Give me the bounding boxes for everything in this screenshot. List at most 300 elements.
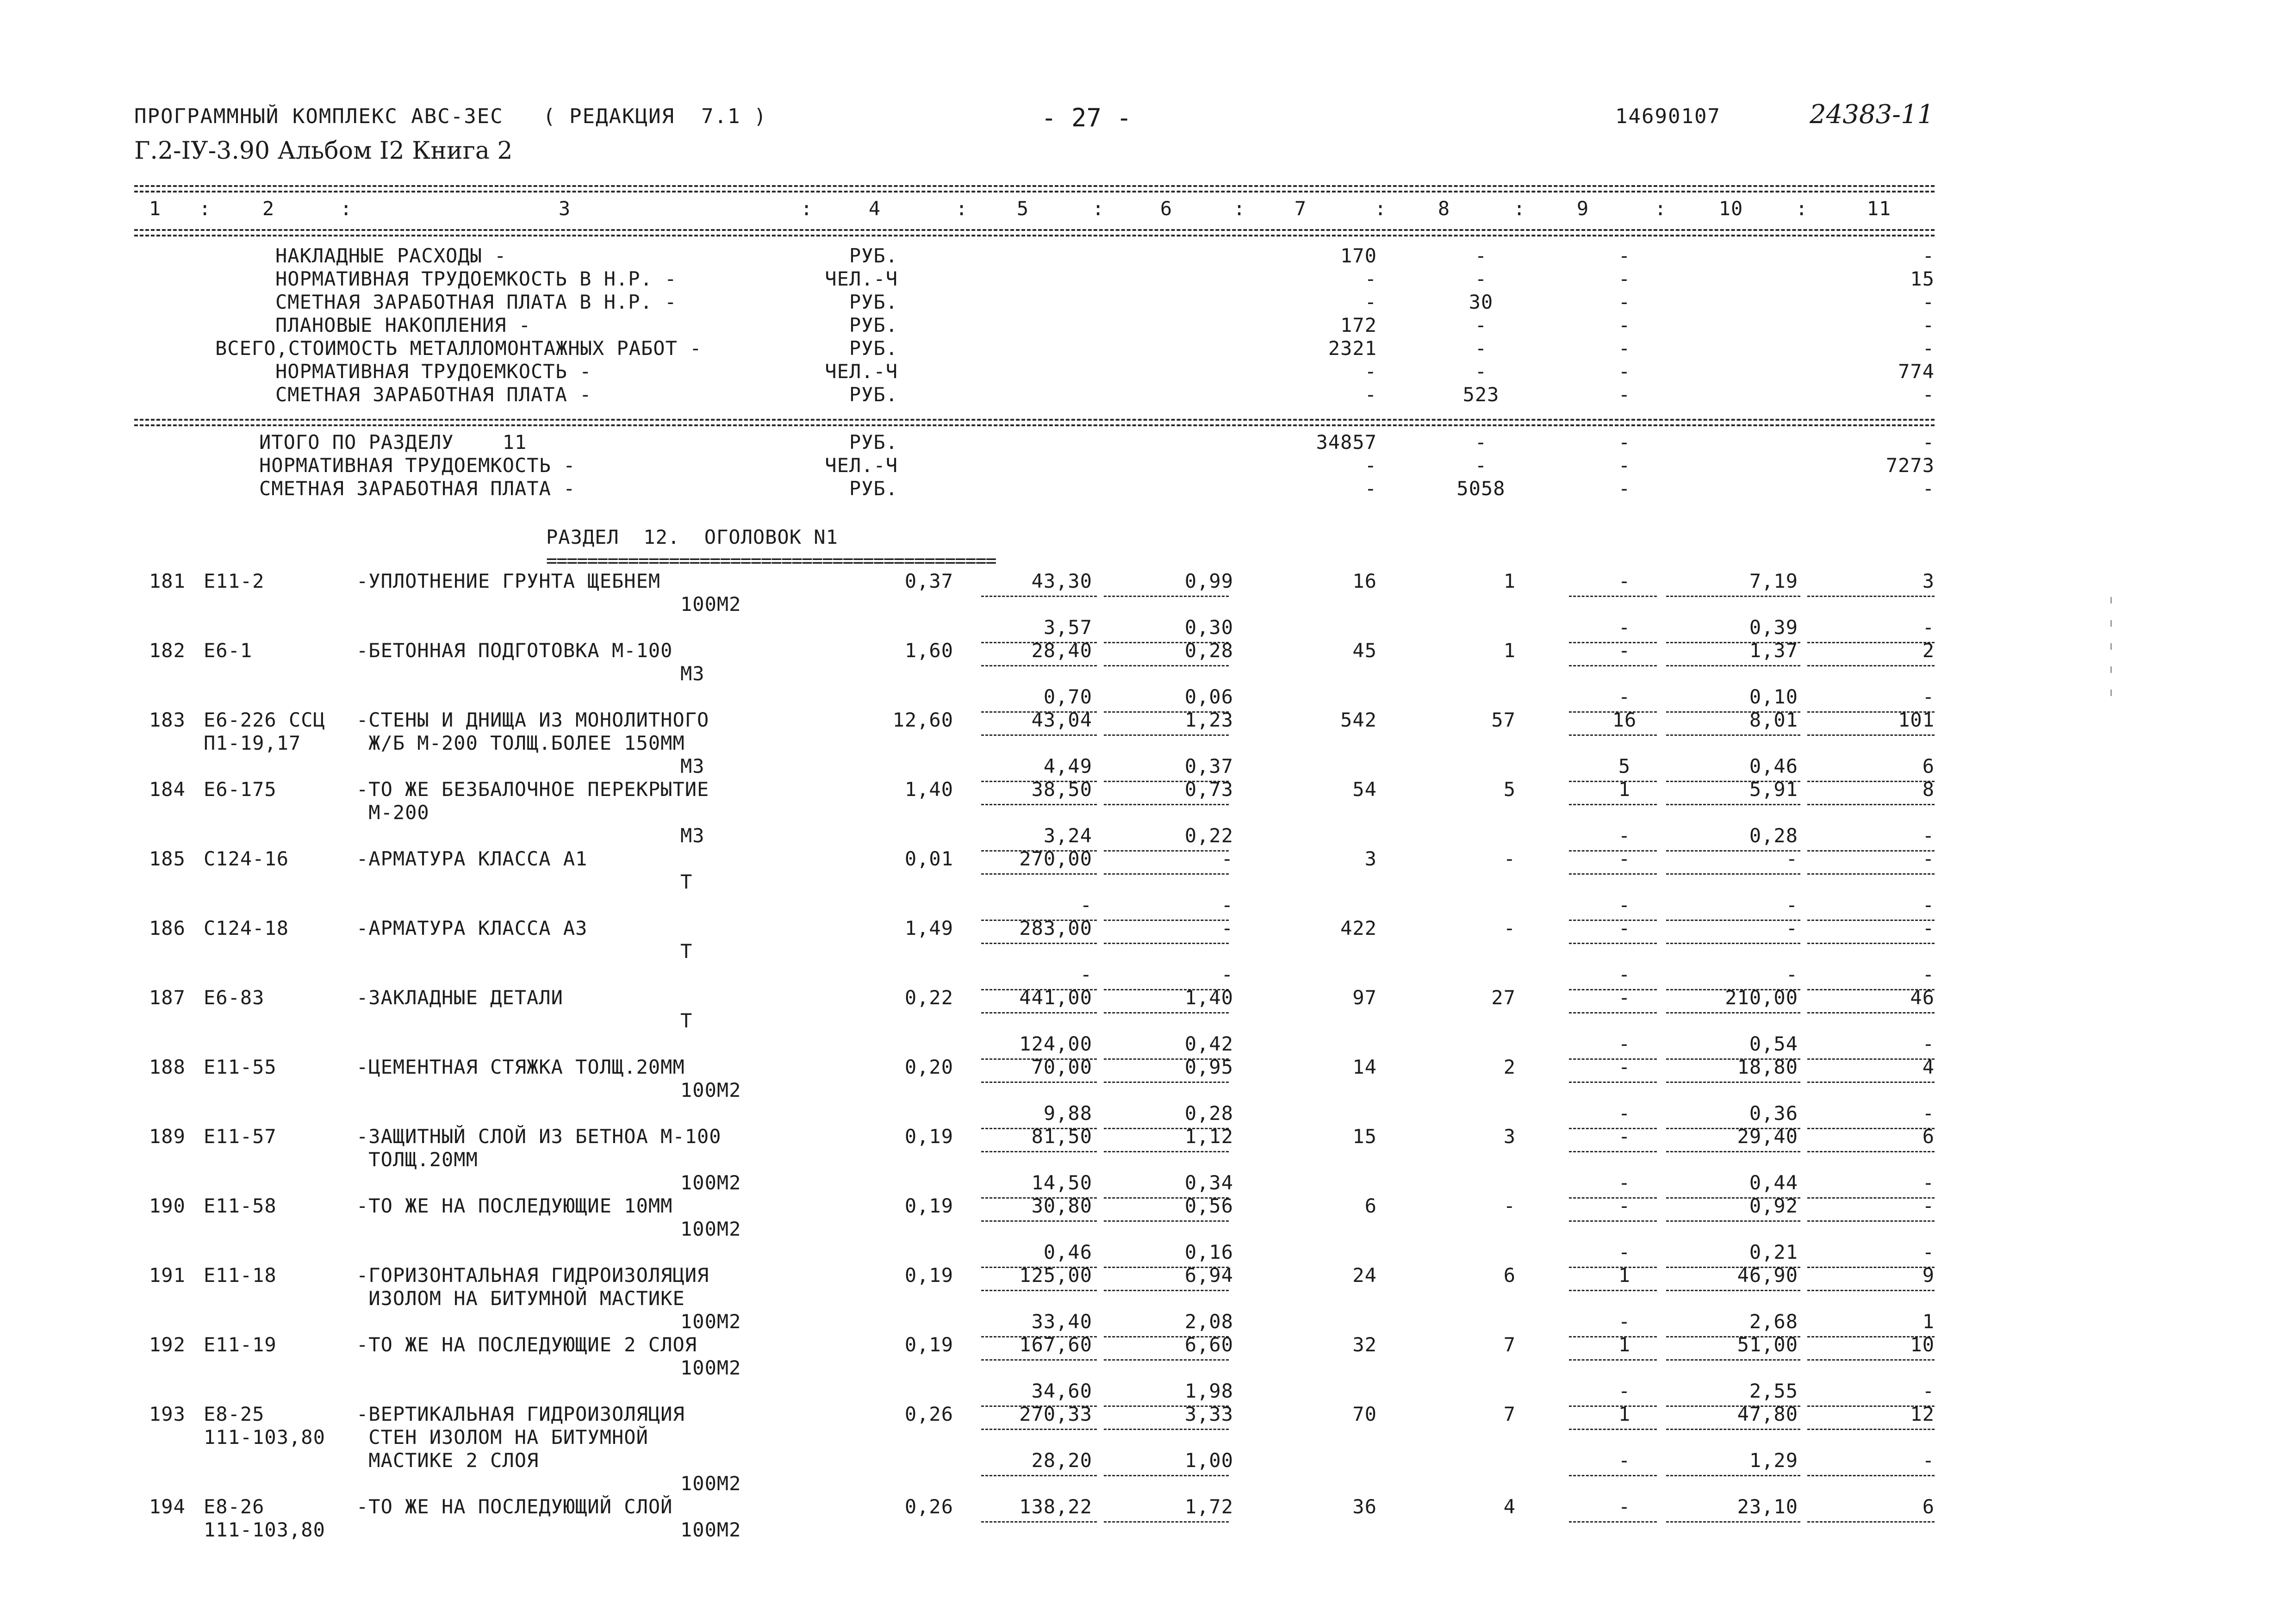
item-col6: 1,23 [1184, 709, 1233, 731]
item-col9: - [1618, 1495, 1631, 1518]
item-description: ИЗОЛОМ НА БИТУМНОЙ МАСТИКЕ [356, 1287, 685, 1310]
item-col10-secondary: 1,29 [1749, 1449, 1798, 1472]
summary-unit: РУБ. [849, 314, 898, 336]
item-quantity: 0,19 [904, 1125, 953, 1148]
item-col10-secondary: 0,39 [1749, 616, 1798, 639]
item-col6-secondary: 0,37 [1184, 755, 1233, 777]
page-number: - 27 - [1041, 103, 1132, 132]
item-col5-secondary: 3,24 [1043, 824, 1092, 847]
item-col6-secondary: 0,28 [1184, 1102, 1233, 1125]
item-col5: 125,00 [1019, 1264, 1092, 1287]
item-quantity: 0,19 [904, 1333, 953, 1356]
item-col10: 18,80 [1737, 1056, 1798, 1078]
item-rule-col11 [1807, 804, 1935, 805]
item-rule-col11 [1807, 943, 1935, 944]
item-col9: - [1618, 1056, 1631, 1078]
item-col5: 38,50 [1031, 778, 1092, 801]
summary-col7: - [1364, 454, 1377, 477]
item-col6-secondary: 0,34 [1184, 1171, 1233, 1194]
summary-col7: - [1364, 383, 1377, 406]
item-rule-col9 [1569, 665, 1657, 666]
item-col9: 1 [1618, 778, 1631, 801]
item-col11-secondary: 6 [1922, 755, 1935, 777]
item-col9: - [1618, 1194, 1631, 1217]
item-col11: - [1922, 1194, 1935, 1217]
item-col8: 57 [1491, 709, 1516, 731]
item-rule-col5 [981, 1521, 1097, 1523]
item-col6-secondary: 0,16 [1184, 1241, 1233, 1263]
item-unit: 100М2 [680, 1356, 741, 1379]
item-rule-col9 [1569, 1151, 1657, 1152]
item-rule-col10 [1666, 804, 1800, 805]
column-separator: : [1796, 197, 1808, 220]
item-code: Е11-18 [204, 1264, 277, 1287]
column-separator: : [801, 197, 813, 220]
item-col6: 0,28 [1184, 639, 1233, 662]
margin-mark [2110, 597, 2112, 603]
item-col10: 0,92 [1749, 1194, 1798, 1217]
item-col7: 24 [1352, 1264, 1377, 1287]
item-col10: 46,90 [1737, 1264, 1798, 1287]
item-col10-secondary: 0,36 [1749, 1102, 1798, 1125]
item-col6: 3,33 [1184, 1403, 1233, 1425]
item-col10-secondary: 2,68 [1749, 1310, 1798, 1333]
item-col5: 270,00 [1019, 847, 1092, 870]
item-col9: - [1618, 1125, 1631, 1148]
column-header-6: 6 [1160, 197, 1173, 220]
item-col10-secondary: 0,21 [1749, 1241, 1798, 1263]
column-header-2: 2 [262, 197, 275, 220]
item-number: 190 [149, 1194, 186, 1217]
summary-col7: - [1364, 477, 1377, 500]
summary-col8: 5058 [1456, 477, 1506, 500]
item-quantity: 0,26 [904, 1403, 953, 1425]
item-rule-col6 [1104, 804, 1229, 805]
item-col11-secondary: - [1922, 1380, 1935, 1402]
item-col6: - [1221, 917, 1233, 939]
item-col8: 2 [1503, 1056, 1516, 1078]
summary-unit: РУБ. [849, 244, 898, 267]
item-col5: 167,60 [1019, 1333, 1092, 1356]
item-number: 189 [149, 1125, 186, 1148]
item-col6: 1,72 [1184, 1495, 1233, 1518]
column-header-4: 4 [868, 197, 881, 220]
item-description: МАСТИКЕ 2 СЛОЯ [356, 1449, 539, 1472]
item-rule-col11 [1807, 1359, 1935, 1361]
column-header-8: 8 [1437, 197, 1450, 220]
item-col9: 1 [1618, 1403, 1631, 1425]
item-col8: - [1503, 1194, 1516, 1217]
column-separator: : [1513, 197, 1526, 220]
summary-col11: - [1922, 337, 1935, 360]
item-col6: 1,40 [1184, 986, 1233, 1009]
column-separator: : [199, 197, 212, 220]
item-description: -ЗАКЛАДНЫЕ ДЕТАЛИ [356, 986, 563, 1009]
item-description: -ГОРИЗОНТАЛЬНАЯ ГИДРОИЗОЛЯЦИЯ [356, 1264, 709, 1287]
item-col10: 5,91 [1749, 778, 1798, 801]
item-rule-col10 [1666, 1082, 1800, 1083]
item-rule-col10 [1666, 734, 1800, 736]
summary-col7: 170 [1340, 244, 1377, 267]
item-col11-secondary: - [1922, 616, 1935, 639]
summary-col7: - [1364, 267, 1377, 290]
item-code: Е6-1 [204, 639, 253, 662]
item-quantity: 0,37 [904, 570, 953, 592]
item-rule-col9 [1569, 1082, 1657, 1083]
summary-col9: - [1618, 267, 1631, 290]
item-col10-secondary: 0,54 [1749, 1032, 1798, 1055]
summary-separator-rule-2 [134, 424, 1935, 426]
summary-label: ВСЕГО,СТОИМОСТЬ МЕТАЛЛОМОНТАЖНЫХ РАБОТ - [215, 337, 702, 360]
item-col6-secondary: 1,98 [1184, 1380, 1233, 1402]
item-col11-secondary: - [1922, 1241, 1935, 1263]
item-col11: - [1922, 917, 1935, 939]
item-col6-secondary: 1,00 [1184, 1449, 1233, 1472]
item-col9-secondary: - [1618, 1310, 1631, 1333]
item-col11: 10 [1910, 1333, 1935, 1356]
summary-col8: - [1475, 267, 1487, 290]
item-rule-col10 [1666, 1012, 1800, 1014]
item-col5-secondary: 34,60 [1031, 1380, 1092, 1402]
item-rule-col6 [1104, 734, 1229, 736]
summary-unit: РУБ. [849, 431, 898, 454]
item-col5: 28,40 [1031, 639, 1092, 662]
item-code: Е8-25 [204, 1403, 265, 1425]
item-rule-col10 [1666, 1359, 1800, 1361]
summary-col7: 172 [1340, 314, 1377, 336]
item-col9: - [1618, 570, 1631, 592]
item-number: 187 [149, 986, 186, 1009]
item-unit: Т [680, 940, 693, 963]
item-col10: 23,10 [1737, 1495, 1798, 1518]
column-separator: : [1092, 197, 1105, 220]
item-col10: - [1786, 847, 1798, 870]
item-col5-secondary: 9,88 [1043, 1102, 1092, 1125]
item-code: С124-18 [204, 917, 289, 939]
item-quantity: 12,60 [892, 709, 953, 731]
item-col7: 32 [1352, 1333, 1377, 1356]
item-col5-secondary: - [1080, 963, 1092, 986]
item-rule-col9-secondary [1569, 1475, 1657, 1476]
item-number: 193 [149, 1403, 186, 1425]
item-col8: 7 [1503, 1333, 1516, 1356]
summary-unit: РУБ. [849, 291, 898, 313]
item-col11: 12 [1910, 1403, 1935, 1425]
summary-col8: - [1475, 360, 1487, 383]
column-header-11: 11 [1867, 197, 1892, 220]
header-bottom-rule [134, 229, 1935, 231]
item-description: -ТО ЖЕ БЕЗБАЛОЧНОЕ ПЕРЕКРЫТИЕ [356, 778, 709, 801]
item-rule-col11 [1807, 734, 1935, 736]
item-rule-col6 [1104, 943, 1229, 944]
summary-label: СМЕТНАЯ ЗАРАБОТНАЯ ПЛАТА - [275, 383, 592, 406]
item-col5-secondary: - [1080, 894, 1092, 916]
item-rule-col5 [981, 1082, 1097, 1083]
item-rule-col9 [1569, 943, 1657, 944]
item-rule-col5 [981, 734, 1097, 736]
summary-col11: - [1922, 314, 1935, 336]
item-col10-secondary: 0,10 [1749, 685, 1798, 708]
item-col10-secondary: - [1786, 963, 1798, 986]
margin-mark [2110, 620, 2112, 627]
column-separator: : [956, 197, 968, 220]
item-col8: 5 [1503, 778, 1516, 801]
item-code: 111-103,80 [204, 1426, 325, 1449]
item-col8: 1 [1503, 639, 1516, 662]
item-col8: 1 [1503, 570, 1516, 592]
item-quantity: 1,60 [904, 639, 953, 662]
column-header-10: 10 [1718, 197, 1743, 220]
item-col5: 441,00 [1019, 986, 1092, 1009]
item-quantity: 1,49 [904, 917, 953, 939]
summary-col11: - [1922, 383, 1935, 406]
summary-unit: РУБ. [849, 383, 898, 406]
item-number: 188 [149, 1056, 186, 1078]
item-rule-col9 [1569, 1290, 1657, 1291]
item-col11-secondary: - [1922, 1449, 1935, 1472]
item-unit: Т [680, 871, 693, 893]
item-col10: 210,00 [1725, 986, 1798, 1009]
item-number: 191 [149, 1264, 186, 1287]
item-rule-col9 [1569, 1359, 1657, 1361]
item-rule-col11 [1807, 1082, 1935, 1083]
item-unit: 100М2 [680, 593, 741, 616]
item-col9-secondary: - [1618, 685, 1631, 708]
item-rule-col5 [981, 665, 1097, 666]
item-col9: 16 [1612, 709, 1637, 731]
item-col10: 51,00 [1737, 1333, 1798, 1356]
item-col11-secondary: 1 [1922, 1310, 1935, 1333]
item-col9: - [1618, 917, 1631, 939]
item-col5: 43,04 [1031, 709, 1092, 731]
summary-col7: 34857 [1316, 431, 1377, 454]
section-title: РАЗДЕЛ 12. ОГОЛОВОК N1 [546, 526, 838, 548]
item-col5-secondary: 4,49 [1043, 755, 1092, 777]
document-subtitle: Г.2-IУ-3.90 Альбом I2 Книга 2 [134, 137, 513, 165]
item-col5: 70,00 [1031, 1056, 1092, 1078]
summary-col11: - [1922, 477, 1935, 500]
item-col9-secondary: - [1618, 1449, 1631, 1472]
item-rule-col5 [981, 804, 1097, 805]
handwritten-number: 24383-11 [1810, 99, 1934, 130]
summary-col7: - [1364, 360, 1377, 383]
item-quantity: 1,40 [904, 778, 953, 801]
item-col11-secondary: - [1922, 685, 1935, 708]
item-rule-col5 [981, 1290, 1097, 1291]
item-col5-secondary: 14,50 [1031, 1171, 1092, 1194]
summary-label: НАКЛАДНЫЕ РАСХОДЫ - [275, 244, 507, 267]
item-quantity: 0,22 [904, 986, 953, 1009]
item-rule-col6 [1104, 1220, 1229, 1222]
item-rule-col11 [1807, 665, 1935, 666]
item-description: -ТО ЖЕ НА ПОСЛЕДУЮЩИЙ СЛОЙ [356, 1495, 673, 1518]
item-unit: 100М2 [680, 1472, 741, 1495]
item-rule-col10 [1666, 1220, 1800, 1222]
item-rule-col10 [1666, 1521, 1800, 1523]
item-col9: 1 [1618, 1264, 1631, 1287]
item-code: Е6-226 ССЦ [204, 709, 325, 731]
item-col10-secondary: 0,46 [1749, 755, 1798, 777]
item-rule-col5 [981, 1012, 1097, 1014]
item-rule-col10 [1666, 943, 1800, 944]
item-rule-col9 [1569, 734, 1657, 736]
summary-col9: - [1618, 383, 1631, 406]
item-description: М-200 [356, 801, 429, 824]
item-col8: 7 [1503, 1403, 1516, 1425]
summary-unit: ЧЕЛ.-Ч [825, 454, 898, 477]
item-col5: 270,33 [1019, 1403, 1092, 1425]
summary-col9: - [1618, 360, 1631, 383]
item-rule-col11-secondary [1807, 1475, 1935, 1476]
top-rule-2 [134, 191, 1935, 193]
item-rule-col11 [1807, 1220, 1935, 1222]
summary-col9: - [1618, 244, 1631, 267]
item-quantity: 0,01 [904, 847, 953, 870]
summary-label: ИТОГО ПО РАЗДЕЛУ 11 [259, 431, 527, 454]
item-rule-col5 [981, 873, 1097, 875]
item-col5: 43,30 [1031, 570, 1092, 592]
item-unit: М3 [680, 824, 705, 847]
item-col8: 4 [1503, 1495, 1516, 1518]
item-col7: 15 [1352, 1125, 1377, 1148]
summary-col8: - [1475, 244, 1487, 267]
item-col6-secondary: 0,30 [1184, 616, 1233, 639]
summary-label: ПЛАНОВЫЕ НАКОПЛЕНИЯ - [275, 314, 531, 336]
item-quantity: 0,19 [904, 1264, 953, 1287]
item-unit: 100М2 [680, 1218, 741, 1240]
column-separator: : [340, 197, 353, 220]
summary-col7: 2321 [1328, 337, 1377, 360]
item-col9: - [1618, 639, 1631, 662]
item-rule-col6 [1104, 1012, 1229, 1014]
item-rule-col9 [1569, 1521, 1657, 1523]
item-number: 186 [149, 917, 186, 939]
item-description: -УПЛОТНЕНИЕ ГРУНТА ЩЕБНЕМ [356, 570, 661, 592]
item-number: 181 [149, 570, 186, 592]
item-col9-secondary: - [1618, 824, 1631, 847]
item-code: Е11-57 [204, 1125, 277, 1148]
item-col8: - [1503, 847, 1516, 870]
item-col11: 8 [1922, 778, 1935, 801]
item-unit: 100М2 [680, 1518, 741, 1541]
summary-col7: - [1364, 291, 1377, 313]
item-col9: 1 [1618, 1333, 1631, 1356]
item-rule-col6-secondary [1104, 1475, 1229, 1476]
item-rule-col6 [1104, 1429, 1229, 1430]
item-rule-col11 [1807, 1429, 1935, 1430]
item-unit: М3 [680, 755, 705, 777]
column-separator: : [1655, 197, 1667, 220]
item-description: -ВЕРТИКАЛЬНАЯ ГИДРОИЗОЛЯЦИЯ [356, 1403, 685, 1425]
summary-col8: - [1475, 314, 1487, 336]
item-code: 111-103,80 [204, 1518, 325, 1541]
summary-col8: 30 [1468, 291, 1493, 313]
item-col5: 81,50 [1031, 1125, 1092, 1148]
item-col11: 101 [1898, 709, 1935, 731]
item-col7: 14 [1352, 1056, 1377, 1078]
item-col7: 542 [1340, 709, 1377, 731]
item-col6: 0,73 [1184, 778, 1233, 801]
item-col6: 0,95 [1184, 1056, 1233, 1078]
item-rule-col5 [981, 1429, 1097, 1430]
item-col6: 0,56 [1184, 1194, 1233, 1217]
item-col5-secondary: 124,00 [1019, 1032, 1092, 1055]
column-header-5: 5 [1016, 197, 1029, 220]
item-col5-secondary: 33,40 [1031, 1310, 1092, 1333]
item-rule-col5 [981, 1359, 1097, 1361]
item-col11-secondary: - [1922, 963, 1935, 986]
item-col10: 29,40 [1737, 1125, 1798, 1148]
item-description: -ЦЕМЕНТНАЯ СТЯЖКА ТОЛЩ.20ММ [356, 1056, 685, 1078]
item-col11: 4 [1922, 1056, 1935, 1078]
item-col8: 3 [1503, 1125, 1516, 1148]
item-col10: 1,37 [1749, 639, 1798, 662]
summary-col9: - [1618, 477, 1631, 500]
item-col6-secondary: 0,22 [1184, 824, 1233, 847]
item-col9-secondary: - [1618, 1380, 1631, 1402]
item-col11: 46 [1910, 986, 1935, 1009]
item-col6: 0,99 [1184, 570, 1233, 592]
item-col11-secondary: - [1922, 894, 1935, 916]
item-col10-secondary: 0,28 [1749, 824, 1798, 847]
item-col6-secondary: - [1221, 894, 1233, 916]
item-code: Е11-2 [204, 570, 265, 592]
item-col5-secondary: 0,46 [1043, 1241, 1092, 1263]
document-code: 14690107 [1615, 105, 1721, 128]
summary-col9: - [1618, 291, 1631, 313]
item-rule-col11 [1807, 1521, 1935, 1523]
item-col6: 6,94 [1184, 1264, 1233, 1287]
item-col7: 45 [1352, 639, 1377, 662]
item-col11: 6 [1922, 1125, 1935, 1148]
item-col6: 6,60 [1184, 1333, 1233, 1356]
item-description: -ТО ЖЕ НА ПОСЛЕДУЮЩИЕ 10ММ [356, 1194, 673, 1217]
item-description: -АРМАТУРА КЛАССА А1 [356, 847, 588, 870]
summary-col9: - [1618, 314, 1631, 336]
item-rule-col5 [981, 1151, 1097, 1152]
item-col10: 7,19 [1749, 570, 1798, 592]
item-col5: 283,00 [1019, 917, 1092, 939]
item-col9-secondary: - [1618, 1032, 1631, 1055]
item-rule-col10-secondary [1666, 1475, 1800, 1476]
item-col7: 97 [1352, 986, 1377, 1009]
item-col6: 1,12 [1184, 1125, 1233, 1148]
item-col11: 9 [1922, 1264, 1935, 1287]
item-col5-secondary: 28,20 [1031, 1449, 1092, 1472]
item-col7: 70 [1352, 1403, 1377, 1425]
column-header-7: 7 [1294, 197, 1307, 220]
item-col8: 27 [1491, 986, 1516, 1009]
summary-label: НОРМАТИВНАЯ ТРУДОЕМКОСТЬ В Н.Р. - [275, 267, 677, 290]
item-description: Ж/Б М-200 ТОЛЩ.БОЛЕЕ 150ММ [356, 732, 685, 754]
item-rule-col9 [1569, 1220, 1657, 1222]
item-col6-secondary: 2,08 [1184, 1310, 1233, 1333]
item-rule-col6 [1104, 1290, 1229, 1291]
margin-mark [2110, 666, 2112, 673]
summary-col8: - [1475, 337, 1487, 360]
item-rule-col9 [1569, 596, 1657, 597]
item-rule-col6 [1104, 873, 1229, 875]
item-col11: 6 [1922, 1495, 1935, 1518]
item-code: С124-16 [204, 847, 289, 870]
item-rule-col6 [1104, 596, 1229, 597]
item-col8: - [1503, 917, 1516, 939]
item-description: -СТЕНЫ И ДНИЩА ИЗ МОНОЛИТНОГО [356, 709, 709, 731]
item-unit: Т [680, 1009, 693, 1032]
summary-label: НОРМАТИВНАЯ ТРУДОЕМКОСТЬ - [275, 360, 592, 383]
summary-unit: ЧЕЛ.-Ч [825, 267, 898, 290]
item-rule-col10 [1666, 665, 1800, 666]
